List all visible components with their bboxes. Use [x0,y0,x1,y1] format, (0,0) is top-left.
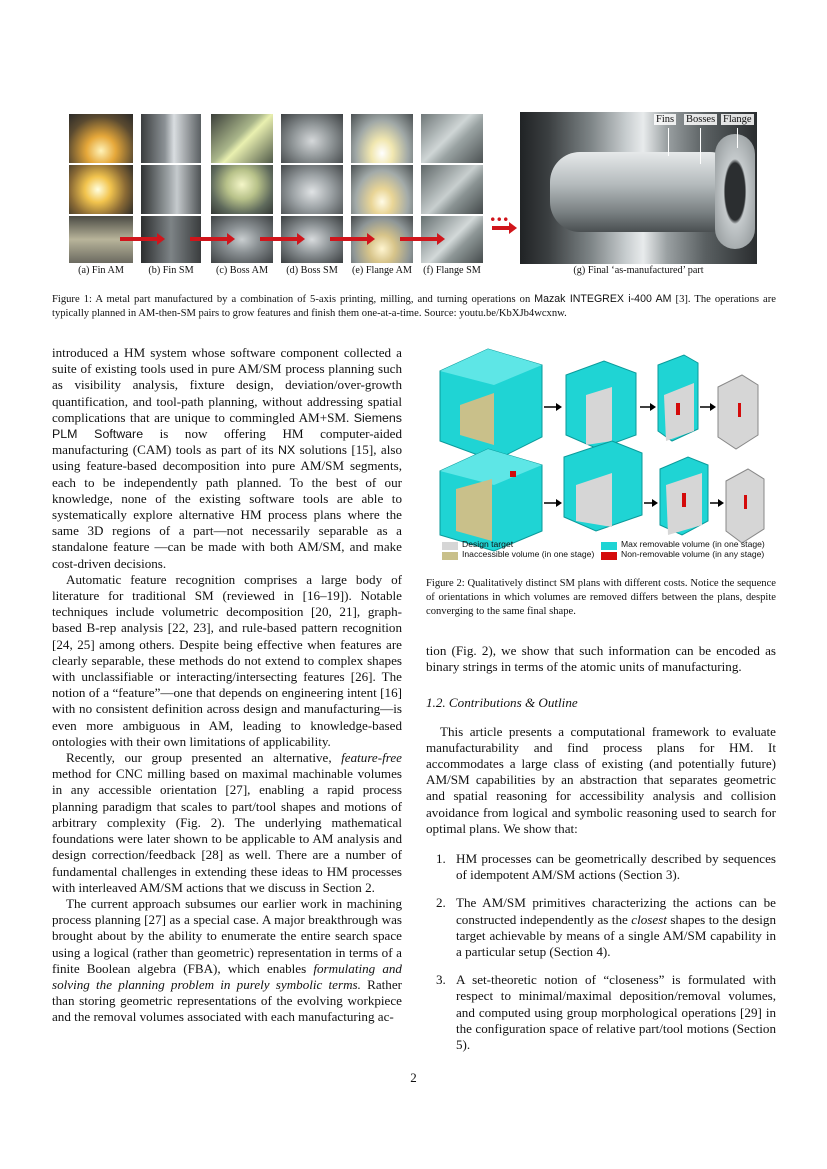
arrow-icon [260,237,298,241]
figure-2-caption: Figure 2: Qualitatively distinct SM plans with different costs. Notice the sequence of orientations in which volumes are removed differs between the plans, despite converging to the same final shape. [426,578,776,617]
subcaption-f: (f) Flange SM [423,265,481,276]
subcaption-e: (e) Flange AM [352,265,412,276]
right-paragraph-2: This article presents a computational framework to evaluate manufacturability and find process plans for HM. It accommodates a large class of existing (and potentially future) AM/SM capabilities by an abstraction that separates geometric and spatial reasoning for accessibility analysis and collision avoidance from logical and symbolic reasoning used to search for optimal plans. We show that: [426,723,776,836]
final-part-label-bosses: Bosses [686,114,716,125]
final-part-label-flange: Flange [723,114,752,125]
arrow-head [556,403,562,411]
non-removable-region [676,403,680,415]
subcaption-g: (g) Final ‘as-manufactured’ part [573,265,704,276]
photo-flange-sm-2 [421,165,483,214]
photo-boss-sm-1 [281,114,343,163]
label-pointer [737,128,738,148]
final-part-flange [715,134,755,249]
plan-row-2 [440,441,764,551]
arrow-icon [400,237,438,241]
arrow-head [718,499,724,507]
final-part-body [550,152,740,232]
right-paragraph-1: tion (Fig. 2), we show that such information can be encoded as binary strings in terms of the atomic units of manufacturing. [426,643,776,675]
arrow-head [652,499,658,507]
subcaption-d: (d) Boss SM [286,265,338,276]
photo-fin-am-2 [69,165,133,214]
non-removable-region [510,471,516,477]
non-removable-region [738,403,741,417]
arrow-head [650,403,656,411]
arrow-icon [120,237,158,241]
contribution-list [426,851,776,1053]
photo-fin-am-1 [69,114,133,163]
final-part-label-fins: Fins [656,114,675,125]
photo-flange-sm-1 [421,114,483,163]
arrow-head [710,403,716,411]
figure-2-diagram [436,345,770,565]
legend-swatch-non-removable [601,552,617,560]
legend-label-non-removable: Non-removable volume (in any stage) [621,549,765,559]
label-pointer [668,128,669,156]
left-paragraph-2: Automatic feature recognition comprises a large body of literature for traditional SM (reviewed in [16–19]). Notable techniques include volumetric decomposition [20, 21], graph-based B-rep analysis [22, 23], and rule-based pattern recognition [24, 25] among others. Despite being effective when features are clearly separable, these methods do not extend to complex shapes with unclassifiable or interacting/intersecting features [26]. The notion of a “feature”—one that depends on engineering intent [16] with no consistent definition across design and manufacturing—is even more ambiguous in AM, leading to knowledge-based ontologies with their own limitations of applicability. [52,571,402,749]
figure-1-caption: Figure 1: A metal part manufactured by a combination of 5-axis printing, milling, and turning operations on Mazak INTEGREX i-400 AM [3]. The operations are typically planned in AM-then-SM pairs to grow features and finish them one-at-a-time. Source: youtu.be/KbXJb4wcxnw. [52,293,776,319]
arrow-icon [330,237,368,241]
siemens-name: Siemens PLM Software [52,410,402,442]
photo-boss-sm-2 [281,165,343,214]
left-paragraph-1: introduced a HM system whose software component collected a suite of existing tools used in pure AM/SM process planning such as visibility analysis, fixture design, deviation/over-growth quantification, and tool-path planning, without addressing spatial complications that are unique to commingled AM+SM. Siemens PLM Software is now offering HM computer-aided manufacturing (CAM) tools as part of its NX solutions [15], also using feature-based decomposition into pure AM/SM segments, each to be independently path planned. To the best of our knowledge, none of the existing software tools are able to systematically explore alternative HM process plans where the same 3D regions of a part—not necessarily separable as a standalone feature —can be made with both AM/SM, and make cost-driven decisions. [52,345,402,571]
page-number: 2 [410,1070,417,1085]
nx-name: NX [277,443,296,458]
legend-label-max-removable: Max removable volume (in one stage) [621,539,765,549]
photo-flange-am-1 [351,114,413,163]
legend-swatch-max-removable [601,542,617,550]
left-paragraph-3: Recently, our group presented an alternative, feature-free method for CNC milling based on maximal machinable volumes in any accessible orientation [27], enabling a rapid process planning paradigm that scales to part/tool shapes and motions of arbitrary complexity (Fig. 2). The underlying mathematical foundations were later shown to be applicable to AM analysis and design correction/feedback [28] as well. There are a number of fundamental challenges in extending these ideas to HM processes with interleaved AM/SM actions that we discuss in Section 2. [52,750,402,895]
non-removable-region [682,493,686,507]
legend-swatch-design-target [442,542,458,550]
inaccessible-region [456,479,492,541]
list-item: 1. HM processes can be geometrically described by sequences of idempotent AM/SM actions (Section 3). [436,851,776,883]
photo-final-part [520,112,757,264]
list-item: 3. A set-theoretic notion of “closeness” is formulated with respect to minimal/maximal deposition/removal volumes, and computed using group morphological operations [29] in the configuration space of relative part/tool motions (Section 5). [436,972,776,1053]
legend-label-design-target: Design target [462,539,514,549]
label-pointer [700,128,701,164]
machine-name: Mazak INTEGREX i-400 AM [534,293,672,305]
subcaption-c: (c) Boss AM [215,265,269,276]
non-removable-region [744,495,747,509]
right-column [426,643,776,1065]
photo-boss-am-2 [211,165,273,214]
arrow-icon [190,237,228,241]
photo-flange-am-2 [351,165,413,214]
legend-label-inaccessible: Inaccessible volume (in one stage) [462,549,595,559]
list-item: 2. The AM/SM primitives characterizing the actions can be constructed independently as the closest shapes to the design target achievable by means of a single AM/SM capability in a particular setup (Section 4). [436,895,777,960]
stage-1-target [586,387,612,445]
subcaption-b: (b) Fin SM [148,265,194,276]
subcaption-a: (a) Fin AM [78,265,124,276]
photo-fin-sm-1 [141,114,201,163]
legend-swatch-inaccessible [442,552,458,560]
left-column [52,345,402,1026]
plan-row-1 [440,349,758,461]
ellipsis-icon: ... [490,201,510,226]
photo-boss-am-1 [211,114,273,163]
left-paragraph-4: The current approach subsumes our earlier work in machining process planning [27] as a special case. A major breakthrough was brought about by the ability to enumerate the entire search space using a logical (rather than geometric) representation in terms of a finite Boolean algebra (FBA), which enables formulating and solving the planning problem in purely symbolic terms. Rather than storing geometric representations of the evolving workpiece and the removal volumes associated with each manufacturing ac- [52,895,402,1025]
photo-fin-sm-2 [141,165,201,214]
section-heading: 1.2. Contributions & Outline [426,695,578,711]
arrow-head [556,499,562,507]
